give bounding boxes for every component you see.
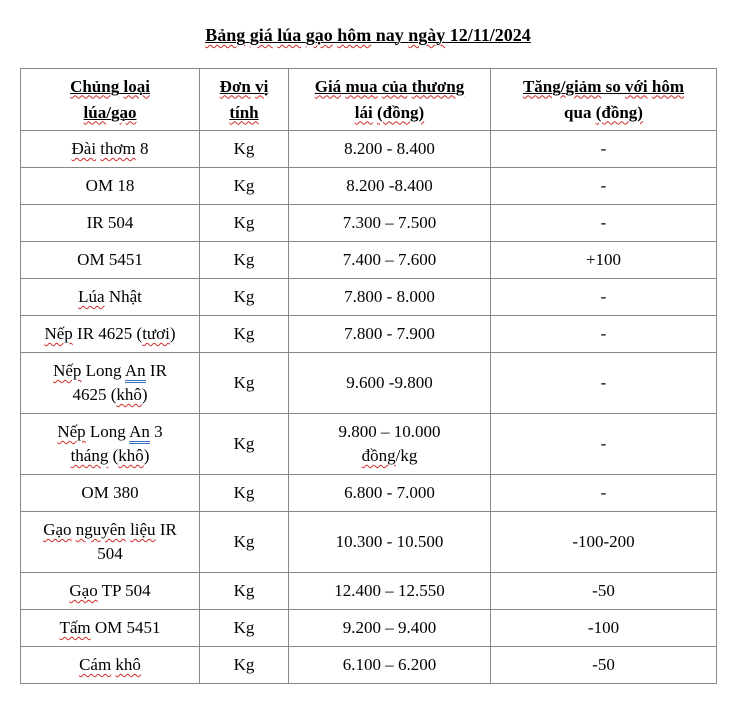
unit-cell: Kg	[200, 512, 289, 573]
spellcheck-underline: Gạo	[43, 520, 72, 539]
grammar-underline: An	[125, 361, 146, 383]
spellcheck-underline: Đơn	[219, 76, 251, 96]
price-cell	[289, 131, 491, 168]
spellcheck-underline: Bảng	[205, 25, 246, 45]
cell-line: 4625 (khô)	[72, 385, 148, 404]
spellcheck-underline: khô	[115, 655, 141, 674]
cell-line: đồng/kg	[361, 446, 418, 465]
spellcheck-underline: thơm	[100, 139, 136, 158]
cell-line: Lúa Nhật	[78, 287, 142, 306]
table-row	[21, 242, 717, 279]
product-cell	[21, 131, 200, 168]
table-row	[21, 573, 717, 610]
column-header-unit	[200, 69, 289, 131]
unit-cell: Kg	[200, 610, 289, 647]
product-cell	[21, 205, 200, 242]
change-cell: -	[491, 205, 717, 242]
unit-cell: Kg	[200, 316, 289, 353]
spellcheck-underline: hôm	[337, 25, 372, 45]
spellcheck-underline: ngày	[408, 25, 446, 45]
spellcheck-underline: gạo	[110, 102, 137, 122]
unit-cell: Kg	[200, 131, 289, 168]
cell-line: 12.400 – 12.550	[334, 581, 445, 600]
price-cell	[289, 475, 491, 512]
cell-line: OM 18	[85, 176, 135, 195]
price-cell	[289, 647, 491, 684]
spellcheck-underline: loại	[123, 76, 150, 96]
change-cell: -	[491, 279, 717, 316]
change-cell: +100	[491, 242, 717, 279]
price-table	[20, 68, 717, 684]
table-row	[21, 647, 717, 684]
price-cell	[289, 610, 491, 647]
price-cell	[289, 316, 491, 353]
spellcheck-underline: của	[381, 76, 408, 96]
spellcheck-underline: giá	[249, 25, 273, 45]
header-line	[292, 74, 487, 100]
cell-line: Nếp Long An 3	[24, 420, 196, 444]
spellcheck-underline: liệu	[130, 520, 156, 539]
spellcheck-underline: Tấm	[59, 618, 91, 637]
price-cell	[289, 205, 491, 242]
header-line	[24, 74, 196, 100]
product-cell	[21, 414, 200, 475]
page-title: Bảng giá lúa gạo hôm nay ngày 12/11/2024	[205, 25, 531, 45]
change-cell: -50	[491, 573, 717, 610]
price-cell	[289, 279, 491, 316]
cell-line: Nếp Long An IR	[24, 359, 196, 383]
unit-cell: Kg	[200, 168, 289, 205]
spellcheck-underline: Chủng	[70, 76, 120, 96]
header-line	[203, 100, 285, 126]
unit-cell: Kg	[200, 279, 289, 316]
product-cell	[21, 242, 200, 279]
cell-line: Gạo nguyên liệu IR	[43, 520, 177, 539]
change-cell: -	[491, 316, 717, 353]
product-cell	[21, 475, 200, 512]
spellcheck-underline: lái	[354, 102, 373, 122]
table-row	[21, 475, 717, 512]
spellcheck-underline: (đồng)	[595, 102, 643, 122]
spellcheck-underline: lúa	[83, 102, 107, 122]
change-cell: -100-200	[491, 512, 717, 573]
spellcheck-underline: lúa	[277, 25, 302, 45]
price-cell	[289, 414, 491, 475]
spellcheck-underline: Tăng/giảm	[522, 76, 602, 96]
cell-line: 7.800 - 7.900	[344, 324, 435, 343]
table-body	[21, 131, 717, 684]
product-cell	[21, 316, 200, 353]
cell-line: 10.300 - 10.500	[335, 532, 444, 551]
spellcheck-underline: Giá	[314, 76, 342, 96]
unit-cell: Kg	[200, 242, 289, 279]
change-cell: -100	[491, 610, 717, 647]
change-cell: -	[491, 475, 717, 512]
spellcheck-underline: Nếp	[57, 422, 86, 441]
unit-cell: Kg	[200, 475, 289, 512]
spellcheck-underline: Nếp	[53, 361, 82, 380]
cell-line: 6.100 – 6.200	[342, 655, 437, 674]
spellcheck-underline: Gạo	[69, 581, 98, 600]
spellcheck-underline: nguyên	[75, 520, 126, 539]
cell-line: 7.800 - 8.000	[344, 287, 435, 306]
cell-line: Nếp IR 4625 (tươi)	[44, 324, 176, 343]
cell-line: 7.400 – 7.600	[342, 250, 437, 269]
unit-cell: Kg	[200, 414, 289, 475]
spellcheck-underline: Đài	[71, 139, 97, 158]
spellcheck-underline: (đồng)	[376, 102, 425, 122]
spellcheck-underline: tươi	[142, 324, 170, 343]
price-cell	[289, 573, 491, 610]
price-cell	[289, 353, 491, 414]
cell-line: 7.300 – 7.500	[342, 213, 437, 232]
unit-cell: Kg	[200, 205, 289, 242]
product-cell	[21, 168, 200, 205]
table-row	[21, 168, 717, 205]
product-cell	[21, 610, 200, 647]
header-line: lúa/gạo	[83, 102, 137, 122]
spellcheck-underline: Cám	[79, 655, 112, 674]
product-cell	[21, 512, 200, 573]
cell-line: 504	[97, 544, 123, 563]
price-cell	[289, 242, 491, 279]
column-header-price	[289, 69, 491, 131]
table-row	[21, 353, 717, 414]
table-row	[21, 279, 717, 316]
cell-line: Gạo TP 504	[69, 581, 151, 600]
table-row	[21, 316, 717, 353]
cell-line: 9.800 – 10.000	[338, 422, 441, 441]
change-cell: -	[491, 353, 717, 414]
table-row	[21, 131, 717, 168]
cell-line: 8.200 -8.400	[346, 176, 433, 195]
spellcheck-underline: đồng	[361, 446, 396, 465]
table-row	[21, 205, 717, 242]
unit-cell: Kg	[200, 353, 289, 414]
cell-line: Tấm OM 5451	[59, 618, 161, 637]
cell-line: 6.800 - 7.000	[344, 483, 435, 502]
cell-line: Đài thơm 8	[71, 139, 149, 158]
unit-cell: Kg	[200, 647, 289, 684]
product-cell	[21, 647, 200, 684]
price-cell	[289, 168, 491, 205]
spellcheck-underline: Lúa	[78, 287, 105, 306]
spellcheck-underline: tháng	[70, 446, 109, 465]
spellcheck-underline: mua	[345, 76, 378, 96]
spellcheck-underline: vị	[255, 76, 269, 96]
change-cell: -	[491, 131, 717, 168]
change-cell: -	[491, 414, 717, 475]
spellcheck-underline: hôm	[651, 76, 685, 96]
header-line: qua (đồng)	[564, 102, 643, 122]
spellcheck-underline: với	[625, 76, 648, 96]
change-cell: -50	[491, 647, 717, 684]
header-line: Tăng/giảm so với hôm	[522, 76, 685, 96]
cell-line: tháng (khô)	[70, 446, 150, 465]
header-row	[21, 69, 717, 131]
table-row	[21, 512, 717, 573]
cell-line: 8.200 - 8.400	[344, 139, 435, 158]
cell-line	[24, 653, 196, 677]
unit-cell: Kg	[200, 573, 289, 610]
product-cell	[21, 353, 200, 414]
cell-line: 9.600 -9.800	[346, 373, 433, 392]
product-cell	[21, 573, 200, 610]
column-header-change	[491, 69, 717, 131]
spellcheck-underline: thương	[411, 76, 465, 96]
cell-line: OM 5451	[77, 250, 143, 269]
spellcheck-underline: gạo	[305, 25, 333, 45]
spellcheck-underline: khô	[118, 446, 144, 465]
spellcheck-underline: khô	[116, 385, 142, 404]
cell-line: 9.200 – 9.400	[342, 618, 437, 637]
table-row	[21, 610, 717, 647]
table-row	[21, 414, 717, 475]
header-line	[203, 74, 285, 100]
header-line	[292, 100, 487, 126]
product-cell	[21, 279, 200, 316]
spellcheck-underline: tính	[229, 102, 259, 122]
change-cell: -	[491, 168, 717, 205]
spellcheck-underline: Nếp	[44, 324, 73, 343]
cell-line: OM 380	[81, 483, 139, 502]
grammar-underline: An	[129, 422, 150, 444]
cell-line: IR 504	[86, 213, 134, 232]
column-header-product	[21, 69, 200, 131]
price-cell	[289, 512, 491, 573]
